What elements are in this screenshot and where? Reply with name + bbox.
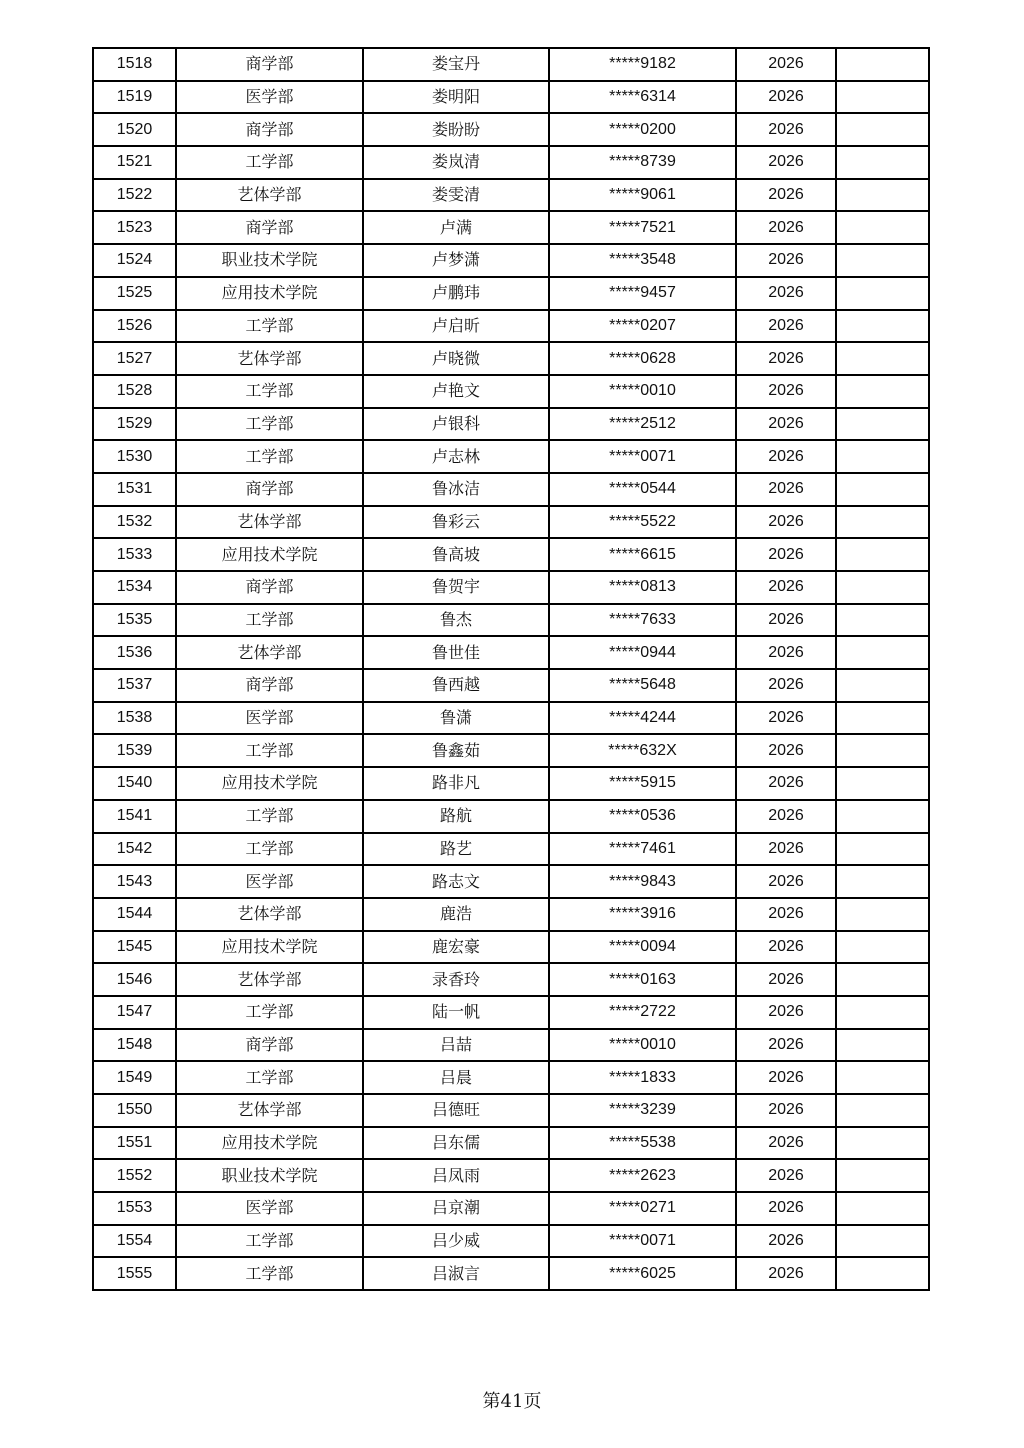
- table-row: [93, 571, 929, 604]
- student-name-cell: 鲁潇: [363, 702, 549, 735]
- table-row: [93, 310, 929, 343]
- remark-cell: [836, 1257, 929, 1290]
- serial-number-cell: 1551: [93, 1127, 176, 1160]
- remark-cell: [836, 146, 929, 179]
- student-name-cell: 鲁彩云: [363, 506, 549, 539]
- remark-cell: [836, 473, 929, 506]
- remark-cell: [836, 702, 929, 735]
- remark-cell: [836, 375, 929, 408]
- masked-id-cell: *****0094: [549, 931, 736, 964]
- department-cell: 商学部: [176, 473, 363, 506]
- student-name-cell: 卢银科: [363, 408, 549, 441]
- remark-cell: [836, 636, 929, 669]
- masked-id-cell: *****0944: [549, 636, 736, 669]
- remark-cell: [836, 310, 929, 343]
- department-cell: 医学部: [176, 1192, 363, 1225]
- table-row: [93, 506, 929, 539]
- table-row: [93, 1061, 929, 1094]
- masked-id-cell: *****3916: [549, 898, 736, 931]
- year-cell: 2026: [736, 342, 836, 375]
- remark-cell: [836, 211, 929, 244]
- serial-number-cell: 1555: [93, 1257, 176, 1290]
- remark-cell: [836, 179, 929, 212]
- year-cell: 2026: [736, 604, 836, 637]
- year-cell: 2026: [736, 408, 836, 441]
- serial-number-cell: 1525: [93, 277, 176, 310]
- year-cell: 2026: [736, 1225, 836, 1258]
- student-name-cell: 吕晨: [363, 1061, 549, 1094]
- serial-number-cell: 1539: [93, 734, 176, 767]
- student-name-cell: 鹿浩: [363, 898, 549, 931]
- masked-id-cell: *****2722: [549, 996, 736, 1029]
- year-cell: 2026: [736, 211, 836, 244]
- student-name-cell: 卢梦潇: [363, 244, 549, 277]
- department-cell: 工学部: [176, 440, 363, 473]
- masked-id-cell: *****5915: [549, 767, 736, 800]
- department-cell: 工学部: [176, 310, 363, 343]
- table-row: [93, 996, 929, 1029]
- table-row: [93, 702, 929, 735]
- masked-id-cell: *****0536: [549, 800, 736, 833]
- year-cell: 2026: [736, 48, 836, 81]
- table-row: [93, 669, 929, 702]
- masked-id-cell: *****9182: [549, 48, 736, 81]
- remark-cell: [836, 800, 929, 833]
- table-row: [93, 1029, 929, 1062]
- department-cell: 医学部: [176, 865, 363, 898]
- student-name-cell: 吕京潮: [363, 1192, 549, 1225]
- student-name-cell: 鲁杰: [363, 604, 549, 637]
- year-cell: 2026: [736, 636, 836, 669]
- year-cell: 2026: [736, 1029, 836, 1062]
- table-row: [93, 1127, 929, 1160]
- year-cell: 2026: [736, 440, 836, 473]
- table-row: [93, 538, 929, 571]
- page-number: 第41页: [482, 1391, 542, 1412]
- masked-id-cell: *****0071: [549, 440, 736, 473]
- table-row: [93, 734, 929, 767]
- serial-number-cell: 1550: [93, 1094, 176, 1127]
- student-name-cell: 路航: [363, 800, 549, 833]
- year-cell: 2026: [736, 506, 836, 539]
- table-row: [93, 277, 929, 310]
- student-name-cell: 鲁西越: [363, 669, 549, 702]
- serial-number-cell: 1535: [93, 604, 176, 637]
- serial-number-cell: 1542: [93, 833, 176, 866]
- department-cell: 商学部: [176, 571, 363, 604]
- serial-number-cell: 1548: [93, 1029, 176, 1062]
- student-name-cell: 卢艳文: [363, 375, 549, 408]
- student-name-cell: 娄盼盼: [363, 113, 549, 146]
- department-cell: 医学部: [176, 702, 363, 735]
- department-cell: 职业技术学院: [176, 1159, 363, 1192]
- student-name-cell: 卢鹏玮: [363, 277, 549, 310]
- masked-id-cell: *****0271: [549, 1192, 736, 1225]
- student-name-cell: 娄宝丹: [363, 48, 549, 81]
- department-cell: 医学部: [176, 81, 363, 114]
- serial-number-cell: 1552: [93, 1159, 176, 1192]
- student-name-cell: 卢晓微: [363, 342, 549, 375]
- remark-cell: [836, 48, 929, 81]
- remark-cell: [836, 604, 929, 637]
- table-row: [93, 604, 929, 637]
- serial-number-cell: 1541: [93, 800, 176, 833]
- department-cell: 艺体学部: [176, 1094, 363, 1127]
- student-name-cell: 路艺: [363, 833, 549, 866]
- masked-id-cell: *****5538: [549, 1127, 736, 1160]
- year-cell: 2026: [736, 375, 836, 408]
- department-cell: 艺体学部: [176, 963, 363, 996]
- student-name-cell: 娄明阳: [363, 81, 549, 114]
- year-cell: 2026: [736, 473, 836, 506]
- masked-id-cell: *****6314: [549, 81, 736, 114]
- year-cell: 2026: [736, 1192, 836, 1225]
- year-cell: 2026: [736, 734, 836, 767]
- year-cell: 2026: [736, 146, 836, 179]
- serial-number-cell: 1543: [93, 865, 176, 898]
- serial-number-cell: 1538: [93, 702, 176, 735]
- masked-id-cell: *****2623: [549, 1159, 736, 1192]
- year-cell: 2026: [736, 113, 836, 146]
- remark-cell: [836, 898, 929, 931]
- remark-cell: [836, 538, 929, 571]
- table-row: [93, 833, 929, 866]
- masked-id-cell: *****7521: [549, 211, 736, 244]
- serial-number-cell: 1520: [93, 113, 176, 146]
- serial-number-cell: 1545: [93, 931, 176, 964]
- student-name-cell: 陆一帆: [363, 996, 549, 1029]
- masked-id-cell: *****7461: [549, 833, 736, 866]
- table-row: [93, 473, 929, 506]
- year-cell: 2026: [736, 702, 836, 735]
- table-row: [93, 1225, 929, 1258]
- year-cell: 2026: [736, 1127, 836, 1160]
- serial-number-cell: 1533: [93, 538, 176, 571]
- student-name-cell: 娄雯清: [363, 179, 549, 212]
- department-cell: 工学部: [176, 996, 363, 1029]
- masked-id-cell: *****3548: [549, 244, 736, 277]
- department-cell: 艺体学部: [176, 636, 363, 669]
- student-name-cell: 吕淑言: [363, 1257, 549, 1290]
- table-row: [93, 146, 929, 179]
- serial-number-cell: 1537: [93, 669, 176, 702]
- student-name-cell: 鲁高坡: [363, 538, 549, 571]
- year-cell: 2026: [736, 996, 836, 1029]
- department-cell: 应用技术学院: [176, 277, 363, 310]
- roster-body: [93, 48, 929, 1290]
- year-cell: 2026: [736, 244, 836, 277]
- student-name-cell: 吕凤雨: [363, 1159, 549, 1192]
- remark-cell: [836, 1159, 929, 1192]
- department-cell: 工学部: [176, 146, 363, 179]
- department-cell: 应用技术学院: [176, 538, 363, 571]
- department-cell: 工学部: [176, 1225, 363, 1258]
- year-cell: 2026: [736, 277, 836, 310]
- table-row: [93, 931, 929, 964]
- student-name-cell: 娄岚清: [363, 146, 549, 179]
- masked-id-cell: *****0200: [549, 113, 736, 146]
- remark-cell: [836, 342, 929, 375]
- department-cell: 商学部: [176, 48, 363, 81]
- serial-number-cell: 1521: [93, 146, 176, 179]
- masked-id-cell: *****3239: [549, 1094, 736, 1127]
- student-name-cell: 路志文: [363, 865, 549, 898]
- table-row: [93, 865, 929, 898]
- remark-cell: [836, 244, 929, 277]
- department-cell: 商学部: [176, 211, 363, 244]
- serial-number-cell: 1530: [93, 440, 176, 473]
- remark-cell: [836, 1094, 929, 1127]
- year-cell: 2026: [736, 1094, 836, 1127]
- serial-number-cell: 1527: [93, 342, 176, 375]
- remark-cell: [836, 1061, 929, 1094]
- masked-id-cell: *****6615: [549, 538, 736, 571]
- masked-id-cell: *****0544: [549, 473, 736, 506]
- department-cell: 工学部: [176, 604, 363, 637]
- remark-cell: [836, 963, 929, 996]
- roster-table: [92, 47, 930, 1291]
- serial-number-cell: 1528: [93, 375, 176, 408]
- remark-cell: [836, 669, 929, 702]
- serial-number-cell: 1524: [93, 244, 176, 277]
- table-row: [93, 179, 929, 212]
- serial-number-cell: 1554: [93, 1225, 176, 1258]
- department-cell: 工学部: [176, 800, 363, 833]
- department-cell: 工学部: [176, 734, 363, 767]
- serial-number-cell: 1518: [93, 48, 176, 81]
- table-row: [93, 767, 929, 800]
- student-name-cell: 卢启昕: [363, 310, 549, 343]
- masked-id-cell: *****5522: [549, 506, 736, 539]
- remark-cell: [836, 113, 929, 146]
- department-cell: 应用技术学院: [176, 767, 363, 800]
- masked-id-cell: *****0163: [549, 963, 736, 996]
- year-cell: 2026: [736, 963, 836, 996]
- student-name-cell: 卢志林: [363, 440, 549, 473]
- remark-cell: [836, 865, 929, 898]
- remark-cell: [836, 1192, 929, 1225]
- masked-id-cell: *****0628: [549, 342, 736, 375]
- student-name-cell: 鲁世佳: [363, 636, 549, 669]
- remark-cell: [836, 1127, 929, 1160]
- serial-number-cell: 1536: [93, 636, 176, 669]
- table-row: [93, 898, 929, 931]
- year-cell: 2026: [736, 1061, 836, 1094]
- department-cell: 工学部: [176, 375, 363, 408]
- masked-id-cell: *****9061: [549, 179, 736, 212]
- table-row: [93, 1257, 929, 1290]
- department-cell: 艺体学部: [176, 179, 363, 212]
- year-cell: 2026: [736, 767, 836, 800]
- remark-cell: [836, 81, 929, 114]
- department-cell: 艺体学部: [176, 898, 363, 931]
- student-name-cell: 吕东儒: [363, 1127, 549, 1160]
- masked-id-cell: *****0010: [549, 375, 736, 408]
- year-cell: 2026: [736, 931, 836, 964]
- serial-number-cell: 1522: [93, 179, 176, 212]
- remark-cell: [836, 277, 929, 310]
- masked-id-cell: *****9843: [549, 865, 736, 898]
- serial-number-cell: 1540: [93, 767, 176, 800]
- year-cell: 2026: [736, 865, 836, 898]
- masked-id-cell: *****1833: [549, 1061, 736, 1094]
- remark-cell: [836, 996, 929, 1029]
- student-name-cell: 鲁贺宇: [363, 571, 549, 604]
- table-row: [93, 636, 929, 669]
- table-row: [93, 211, 929, 244]
- masked-id-cell: *****0010: [549, 1029, 736, 1062]
- remark-cell: [836, 767, 929, 800]
- department-cell: 应用技术学院: [176, 931, 363, 964]
- year-cell: 2026: [736, 81, 836, 114]
- serial-number-cell: 1531: [93, 473, 176, 506]
- table-row: [93, 408, 929, 441]
- serial-number-cell: 1526: [93, 310, 176, 343]
- serial-number-cell: 1519: [93, 81, 176, 114]
- department-cell: 艺体学部: [176, 342, 363, 375]
- student-name-cell: 鲁冰洁: [363, 473, 549, 506]
- student-name-cell: 吕德旺: [363, 1094, 549, 1127]
- remark-cell: [836, 734, 929, 767]
- masked-id-cell: *****2512: [549, 408, 736, 441]
- serial-number-cell: 1532: [93, 506, 176, 539]
- masked-id-cell: *****5648: [549, 669, 736, 702]
- remark-cell: [836, 571, 929, 604]
- year-cell: 2026: [736, 538, 836, 571]
- year-cell: 2026: [736, 571, 836, 604]
- serial-number-cell: 1544: [93, 898, 176, 931]
- masked-id-cell: *****6025: [549, 1257, 736, 1290]
- student-name-cell: 录香玲: [363, 963, 549, 996]
- table-row: [93, 440, 929, 473]
- table-row: [93, 342, 929, 375]
- department-cell: 职业技术学院: [176, 244, 363, 277]
- student-name-cell: 吕喆: [363, 1029, 549, 1062]
- remark-cell: [836, 1029, 929, 1062]
- serial-number-cell: 1547: [93, 996, 176, 1029]
- table-row: [93, 48, 929, 81]
- serial-number-cell: 1553: [93, 1192, 176, 1225]
- year-cell: 2026: [736, 310, 836, 343]
- student-name-cell: 鹿宏豪: [363, 931, 549, 964]
- year-cell: 2026: [736, 800, 836, 833]
- serial-number-cell: 1546: [93, 963, 176, 996]
- serial-number-cell: 1523: [93, 211, 176, 244]
- serial-number-cell: 1549: [93, 1061, 176, 1094]
- table-row: [93, 800, 929, 833]
- masked-id-cell: *****0071: [549, 1225, 736, 1258]
- remark-cell: [836, 1225, 929, 1258]
- year-cell: 2026: [736, 1159, 836, 1192]
- department-cell: 应用技术学院: [176, 1127, 363, 1160]
- masked-id-cell: *****7633: [549, 604, 736, 637]
- department-cell: 商学部: [176, 669, 363, 702]
- table-row: [93, 1192, 929, 1225]
- student-name-cell: 路非凡: [363, 767, 549, 800]
- serial-number-cell: 1534: [93, 571, 176, 604]
- year-cell: 2026: [736, 1257, 836, 1290]
- department-cell: 艺体学部: [176, 506, 363, 539]
- masked-id-cell: *****9457: [549, 277, 736, 310]
- department-cell: 商学部: [176, 113, 363, 146]
- remark-cell: [836, 408, 929, 441]
- year-cell: 2026: [736, 833, 836, 866]
- table-row: [93, 81, 929, 114]
- student-name-cell: 卢满: [363, 211, 549, 244]
- year-cell: 2026: [736, 669, 836, 702]
- remark-cell: [836, 931, 929, 964]
- masked-id-cell: *****632X: [549, 734, 736, 767]
- masked-id-cell: *****0207: [549, 310, 736, 343]
- table-row: [93, 113, 929, 146]
- department-cell: 工学部: [176, 1061, 363, 1094]
- student-name-cell: 吕少威: [363, 1225, 549, 1258]
- student-name-cell: 鲁鑫茹: [363, 734, 549, 767]
- masked-id-cell: *****4244: [549, 702, 736, 735]
- table-row: [93, 963, 929, 996]
- table-row: [93, 1094, 929, 1127]
- department-cell: 工学部: [176, 1257, 363, 1290]
- table-row: [93, 375, 929, 408]
- serial-number-cell: 1529: [93, 408, 176, 441]
- table-row: [93, 1159, 929, 1192]
- department-cell: 工学部: [176, 408, 363, 441]
- year-cell: 2026: [736, 898, 836, 931]
- table-row: [93, 244, 929, 277]
- remark-cell: [836, 833, 929, 866]
- remark-cell: [836, 506, 929, 539]
- department-cell: 商学部: [176, 1029, 363, 1062]
- masked-id-cell: *****8739: [549, 146, 736, 179]
- remark-cell: [836, 440, 929, 473]
- masked-id-cell: *****0813: [549, 571, 736, 604]
- year-cell: 2026: [736, 179, 836, 212]
- department-cell: 工学部: [176, 833, 363, 866]
